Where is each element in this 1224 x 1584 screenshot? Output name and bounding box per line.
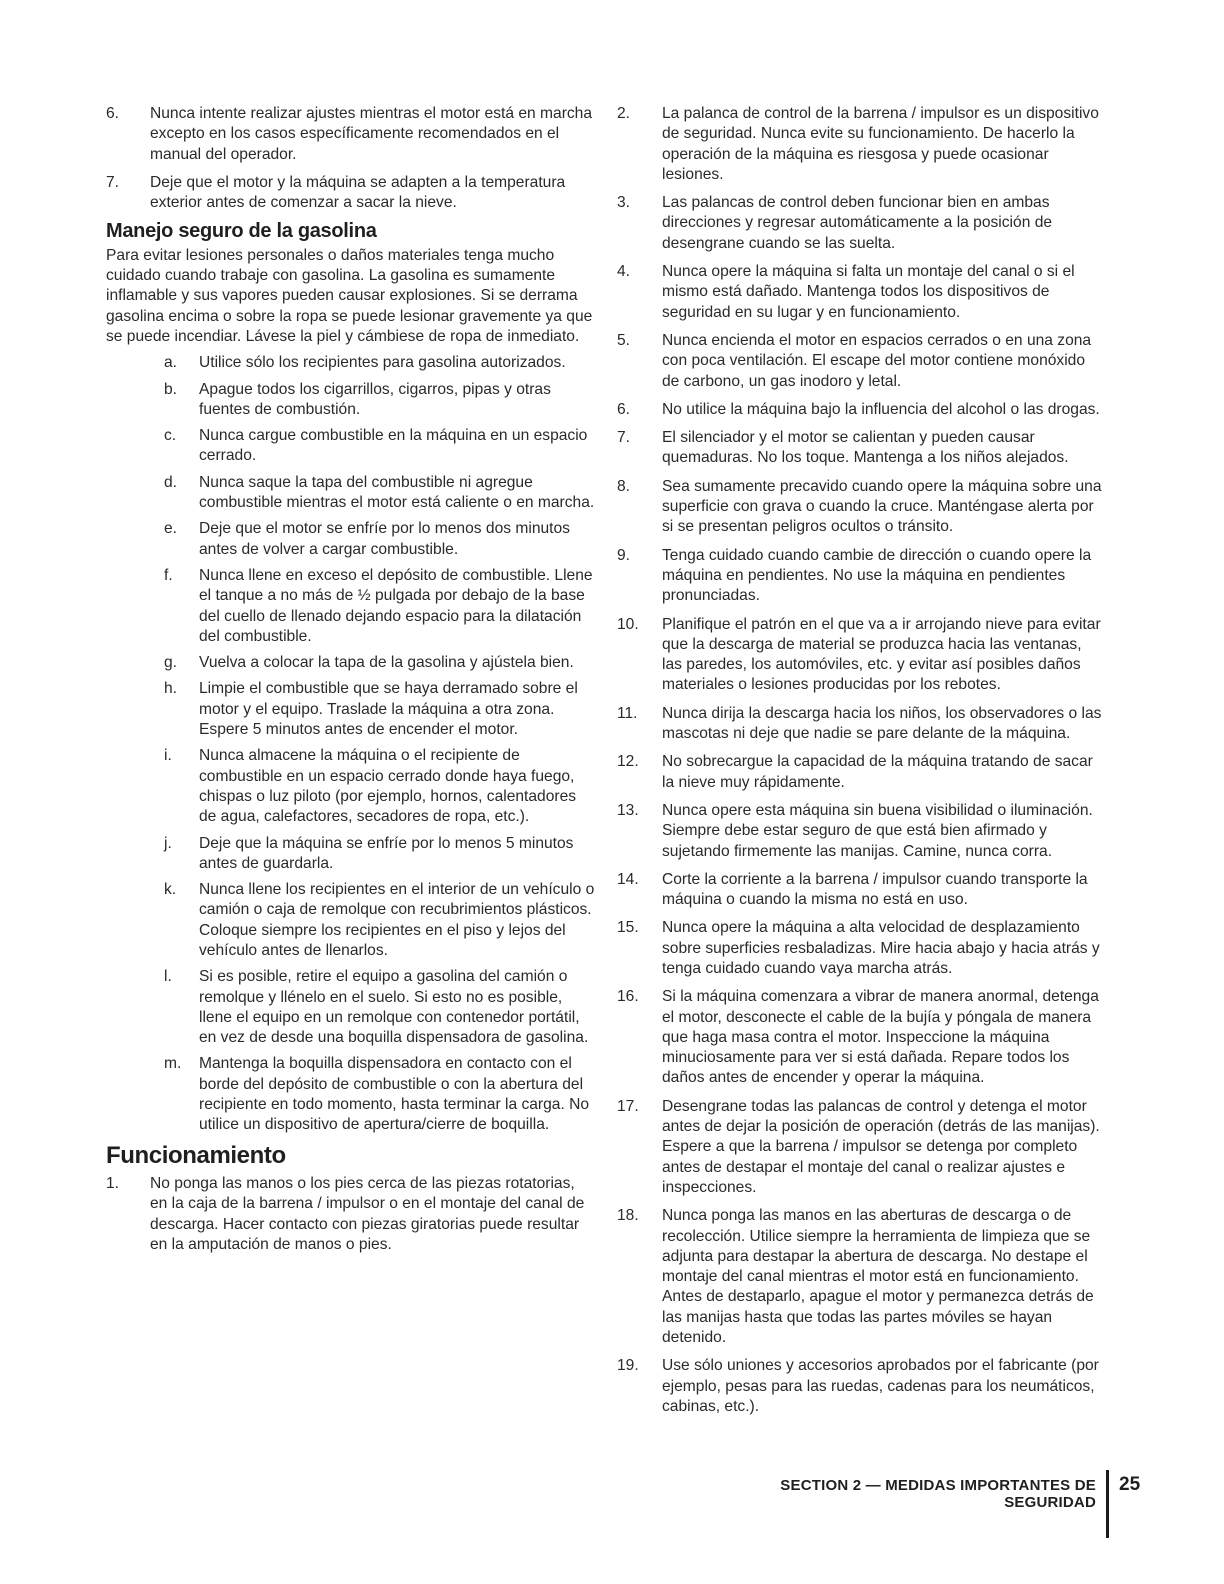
list-marker: 13. <box>617 801 639 819</box>
list-item-text: Limpie el combustible que se haya derramado sobre el motor y el equipo. Traslade la máquina a otra zona. Espere 5 minutos antes de encender el motor. <box>199 680 578 739</box>
list-item-text: Nunca llene en exceso el depósito de combustible. Llene el tanque a no más de ½ pulgada por debajo de la base del cuello de llenado dejando espacio para la dilatación del combustible. <box>199 566 593 645</box>
list-item <box>617 801 1105 862</box>
list-item-text: Nunca saque la tapa del combustible ni agregue combustible mientras el motor está caliente o en marcha. <box>199 473 595 512</box>
list-item-text: Nunca opere la máquina si falta un montaje del canal o si el mismo está dañado. Mantenga todos los dispositivos de seguridad en su lugar y en funcionamiento. <box>662 263 1075 321</box>
page-number: 25 <box>1119 1474 1141 1495</box>
list-marker: 8. <box>617 477 631 495</box>
list-marker: c. <box>164 427 177 445</box>
gasoline-list <box>164 353 596 1135</box>
list-marker: b. <box>164 380 178 398</box>
list-item <box>164 679 596 740</box>
list-item <box>617 477 1105 538</box>
list-item-text: Deje que el motor y la máquina se adapten a la temperatura exterior antes de comenzar a sacar la nieve. <box>150 173 566 212</box>
list-item-text: Si es posible, retire el equipo a gasolina del camión o remolque y llénelo en el suelo. Si esto no es posible, llene el equipo en un remolque con contenedor portátil, en vez de desde una boquilla dispensadora de gasolina. <box>199 968 589 1047</box>
list-item <box>617 193 1105 254</box>
list-item-text: Desengrane todas las palancas de control y detenga el motor antes de dejar la posición de operación (detrás de las manijas). Espere a que la barrena / impulsor se detenga por completo antes de destapar el montaje del canal o realizar ajustes e inspecciones. <box>662 1097 1100 1196</box>
list-item <box>164 746 596 827</box>
operation-list <box>106 1174 596 1255</box>
list-marker: 4. <box>617 263 631 281</box>
list-marker: 2. <box>617 105 631 122</box>
list-item-text: Tenga cuidado cuando cambie de dirección o cuando opere la máquina en pendientes. No use la máquina en pendientes pronunciadas. <box>662 546 1092 605</box>
list-item <box>617 1206 1105 1348</box>
list-marker: 3. <box>617 194 631 212</box>
list-item-text: No utilice la máquina bajo la influencia del alcohol o las drogas. <box>662 400 1100 418</box>
list-item-text: Nunca almacene la máquina o el recipiente de combustible en un espacio cerrado donde haya fuego, chispas o luz piloto (por ejemplo, hornos, calentadores de agua, calefactores, secadores de ropa, etc.). <box>199 747 577 826</box>
list-item-text: Nunca encienda el motor en espacios cerrados o en una zona con poca ventilación. El escape del motor contiene monóxido de carbono, un gas inodoro y letal. <box>662 331 1092 390</box>
list-item-text: Deje que el motor se enfríe por lo menos dos minutos antes de volver a cargar combustible. <box>199 520 570 558</box>
list-marker: a. <box>164 354 178 372</box>
list-marker: 7. <box>617 429 631 447</box>
list-marker: 14. <box>617 870 639 888</box>
list-item-text: Corte la corriente a la barrena / impulsor cuando transporte la máquina o cuando la misma no está en uso. <box>662 870 1088 909</box>
list-item <box>164 353 596 373</box>
list-item-text: Nunca opere la máquina a alta velocidad de desplazamiento sobre superficies resbaladizas. Mire hacia abajo y hacia atrás y tenga cuidado cuando vaya marcha atrás. <box>662 919 1100 977</box>
list-item <box>617 1097 1105 1198</box>
list-item <box>617 262 1105 323</box>
list-item <box>164 519 596 560</box>
list-item <box>164 566 596 647</box>
left-column <box>106 104 596 1263</box>
list-item <box>617 870 1105 911</box>
list-marker: i. <box>164 747 172 765</box>
list-item <box>617 704 1105 745</box>
list-marker: 16. <box>617 988 639 1006</box>
list-item <box>617 546 1105 607</box>
list-marker: 1. <box>106 1174 120 1192</box>
right-column <box>617 104 1105 1425</box>
list-marker: k. <box>164 881 177 899</box>
list-item-text: Si la máquina comenzara a vibrar de manera anormal, detenga el motor, desconecte el cable de la bujía y póngala de manera que haga masa contra el motor. Inspeccione la máquina minuciosamente para ver si está dañada. Repare todos los daños antes de encender y operar la máquina. <box>662 988 1099 1087</box>
list-item <box>106 1174 596 1255</box>
list-item-text: Las palancas de control deben funcionar bien en ambas direcciones y regresar automáticamente a la posición de desengrane cuando se las suelta. <box>662 194 1053 252</box>
list-marker: f. <box>164 566 173 584</box>
list-marker: 7. <box>106 173 120 191</box>
list-item-text: Nunca intente realizar ajustes mientras el motor está en marcha excepto en los casos específicamente recomendados en el manual del operador. <box>150 105 593 163</box>
list-item-text: Use sólo uniones y accesorios aprobados por el fabricante (por ejemplo, pesas para las ruedas, cadenas para los neumáticos, cabinas, etc.). <box>662 1357 1099 1415</box>
list-item-text: La palanca de control de la barrena / impulsor es un dispositivo de seguridad. Nunca evite su funcionamiento. De hacerlo la operación de la máquina es riesgosa y puede ocasionar lesiones. <box>662 105 1099 183</box>
list-marker: 11. <box>617 704 638 722</box>
list-item <box>164 834 596 875</box>
list-marker: 9. <box>617 546 631 564</box>
list-item <box>617 987 1105 1088</box>
list-marker: 5. <box>617 331 631 349</box>
list-marker: 18. <box>617 1207 639 1225</box>
intro-list <box>106 104 596 213</box>
list-marker: 6. <box>106 105 120 122</box>
list-marker: h. <box>164 680 178 698</box>
footer-divider <box>1106 1470 1109 1538</box>
list-item-text: Utilice sólo los recipientes para gasolina autorizados. <box>199 354 566 372</box>
list-marker: 15. <box>617 919 639 937</box>
list-item-text: Nunca cargue combustible en la máquina en un espacio cerrado. <box>199 427 588 465</box>
list-item-text: Vuelva a colocar la tapa de la gasolina y ajústela bien. <box>199 654 574 672</box>
list-item-text: Nunca llene los recipientes en el interior de un vehículo o camión o caja de remolque con recubrimientos plásticos. Coloque siempre los recipientes en el piso y lejos del vehículo antes de llenarlos. <box>199 881 595 959</box>
list-marker: m. <box>164 1055 182 1073</box>
list-item <box>164 1054 596 1135</box>
list-item-text: Apague todos los cigarrillos, cigarros, pipas y otras fuentes de combustión. <box>199 380 551 418</box>
list-item <box>164 473 596 514</box>
list-item <box>106 104 596 165</box>
list-item <box>164 426 596 467</box>
list-item <box>164 967 596 1048</box>
list-item <box>617 1356 1105 1417</box>
list-marker: 19. <box>617 1357 639 1375</box>
list-item-text: No sobrecargue la capacidad de la máquina tratando de sacar la nieve muy rápidamente. <box>662 753 1093 791</box>
list-item-text: Planifique el patrón en el que va a ir arrojando nieve para evitar que la descarga de material se produzca hacia las ventanas, las paredes, los automóviles, etc. y evitar así posibles daños materiales o lesiones producidas por los rebotes. <box>662 615 1101 694</box>
list-item <box>106 173 596 214</box>
list-item-text: Mantenga la boquilla dispensadora en contacto con el borde del depósito de combustible o con la abertura del recipiente en todo momento, hasta terminar la carga. No utilice un dispositivo de apertura/cierre de boquilla. <box>199 1055 590 1134</box>
list-item-text: El silenciador y el motor se calientan y pueden causar quemaduras. No los toque. Mantenga a los niños alejados. <box>662 429 1069 467</box>
list-marker: d. <box>164 473 178 491</box>
list-marker: j. <box>164 834 172 852</box>
list-item-text: Nunca ponga las manos en las aberturas de descarga o de recolección. Utilice siempre la herramienta de limpieza que se adjunta para destapar la abertura de descarga. No destape el montaje del canal mientras el motor está en funcionamiento. Antes de destaparlo, apague el motor y permanezca detrás de las manijas hasta que todas las partes móviles se hayan detenido. <box>662 1207 1094 1347</box>
list-item-text: Sea sumamente precavido cuando opere la máquina sobre una superficie con grava o cuando la cruce. Manténgase alerta por si se presentan peligros ocultos o tránsito. <box>662 477 1102 536</box>
list-marker: 10. <box>617 615 639 633</box>
operation-heading: Funcionamiento <box>106 1141 286 1169</box>
list-marker: 6. <box>617 400 631 418</box>
list-item-text: Nunca opere esta máquina sin buena visibilidad o iluminación. Siempre debe estar seguro de que está bien afirmado y sujetando firmemente las manijas. Camine, nunca corra. <box>662 801 1093 860</box>
list-marker: e. <box>164 520 178 538</box>
list-item <box>164 380 596 421</box>
list-item <box>617 104 1105 185</box>
footer-section-title: SECTION 2 — MEDIDAS IMPORTANTES DE SEGURIDAD <box>780 1477 1096 1511</box>
list-marker: 12. <box>617 753 639 771</box>
gasoline-intro-paragraph: Para evitar lesiones personales o daños materiales tenga mucho cuidado cuando trabaje con gasolina. La gasolina es sumamente inflamable y sus vapores pueden causar explosiones. Si se derrama gasolina encima o sobre la ropa se puede lesionar gravemente ya que se puede incendiar. Lávese la piel y cámbiese de ropa de inmediato. <box>106 246 593 345</box>
list-marker: l. <box>164 968 172 986</box>
list-item-text: Nunca dirija la descarga hacia los niños, los observadores o las mascotas ni deje que nadie se pare delante de la máquina. <box>662 704 1102 743</box>
list-item-text: Deje que la máquina se enfríe por lo menos 5 minutos antes de guardarla. <box>199 834 574 872</box>
list-item <box>164 880 596 961</box>
list-item <box>617 918 1105 979</box>
list-item <box>617 331 1105 392</box>
list-item <box>164 653 596 673</box>
list-item <box>617 752 1105 793</box>
list-item <box>617 615 1105 696</box>
list-item-text: No ponga las manos o los pies cerca de las piezas rotatorias, en la caja de la barrena / impulsor o en el montaje del canal de descarga. Hacer contacto con piezas giratorias puede resultar en la amputación de manos o pies. <box>150 1174 585 1253</box>
list-item <box>617 400 1105 420</box>
list-item <box>617 428 1105 469</box>
operation-list-continued <box>617 104 1105 1417</box>
list-marker: 17. <box>617 1097 639 1115</box>
list-marker: g. <box>164 654 178 672</box>
gasoline-safety-heading: Manejo seguro de la gasolina <box>106 220 377 243</box>
